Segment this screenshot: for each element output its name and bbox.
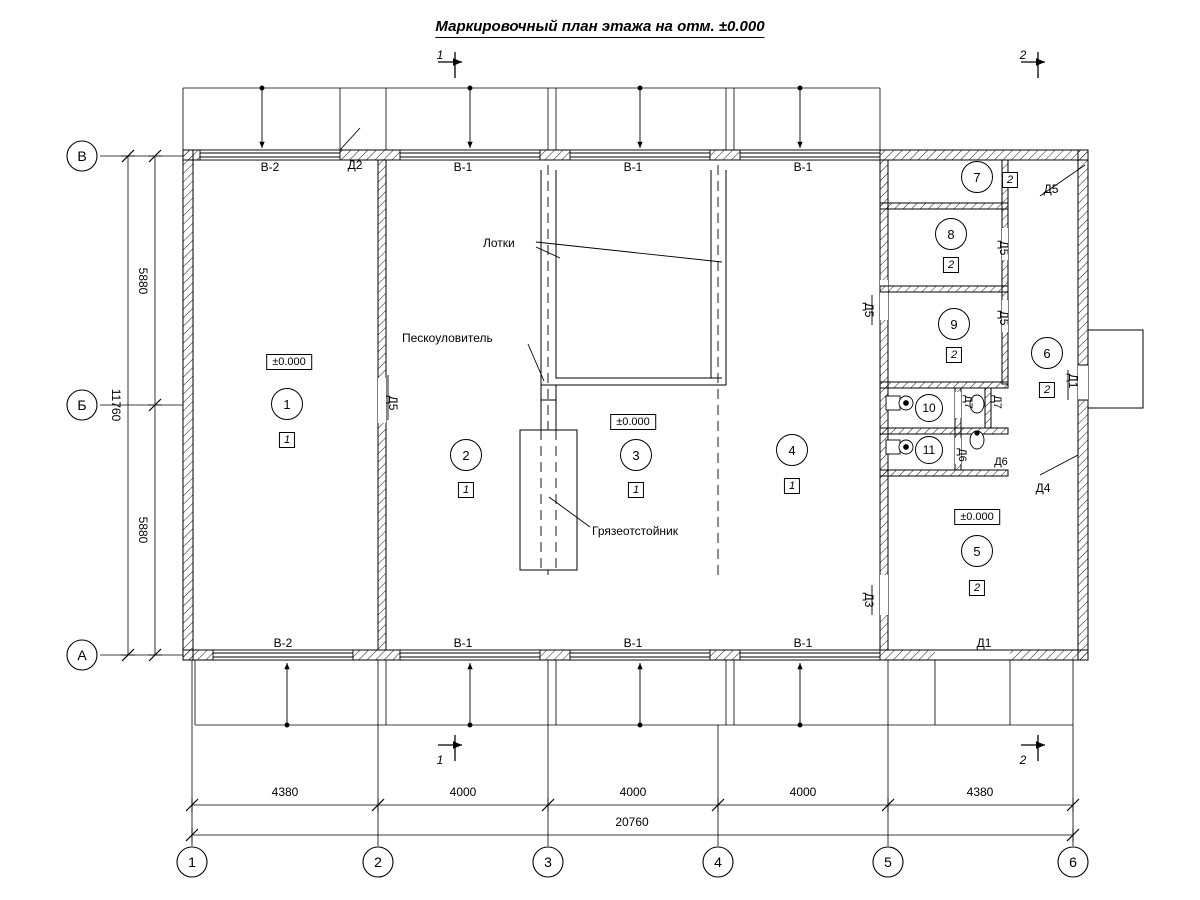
room-finish-tag-7: 2 [1002, 172, 1018, 186]
dimension-lines [121, 150, 1079, 842]
dimension-bottom-4: 4000 [789, 785, 817, 799]
door-label-d6-a: Д6 [956, 448, 968, 462]
level-mark-2: ±0.000 [610, 414, 656, 428]
dimension-bottom-1: 4380 [271, 785, 299, 799]
room-number-4: 4 [776, 434, 808, 466]
window-label-top-3: В-1 [623, 160, 643, 174]
window-label-bottom-2: В-1 [453, 636, 473, 650]
room-number-10: 10 [915, 394, 943, 422]
door-label-d5-c: Д5 [862, 302, 876, 318]
axis-grid [100, 156, 1073, 846]
axis-bubble-v-3: А [77, 647, 87, 663]
axis-bubble-h-6: 6 [1069, 854, 1077, 870]
annotation-lotki: Лотки [483, 236, 515, 250]
room-number-7: 7 [961, 161, 993, 193]
window-label-bottom-4: В-1 [793, 636, 813, 650]
section-mark-1-top: 1 [436, 48, 444, 62]
door-label-d2: Д2 [347, 158, 363, 172]
trench-outline [541, 170, 726, 430]
door-label-d5-d: Д5 [997, 310, 1011, 326]
room-finish-tag-9: 2 [946, 347, 962, 361]
dimension-overall-left: 11760 [109, 388, 123, 422]
room-finish-tag-2: 1 [458, 482, 474, 496]
axis-bubble-h-2: 2 [374, 854, 382, 870]
window-openings-top [200, 150, 880, 160]
dimension-left-2: 5880 [136, 516, 150, 544]
interior-walls [378, 160, 1008, 650]
room-number-2: 2 [450, 439, 482, 471]
dimension-bottom-3: 4000 [619, 785, 647, 799]
axis-bubble-h-4: 4 [714, 854, 722, 870]
level-mark-1: ±0.000 [266, 354, 312, 368]
window-label-top-2: В-1 [453, 160, 473, 174]
door-label-d1-a: Д1 [1066, 373, 1080, 389]
door-label-d7-a: Д7 [962, 395, 974, 409]
axis-bubble-h-3: 3 [544, 854, 552, 870]
door-label-d7-b: Д7 [991, 395, 1003, 409]
axis-bubble-h-5: 5 [884, 854, 892, 870]
dimension-left-1: 5880 [136, 267, 150, 295]
room-number-1: 1 [271, 388, 303, 420]
dimension-bottom-5: 4380 [966, 785, 994, 799]
door-label-d1-b: Д1 [976, 636, 992, 650]
window-label-bottom-1: В-2 [273, 636, 293, 650]
door-label-d5-a: Д5 [1043, 182, 1059, 196]
room-number-3: 3 [620, 439, 652, 471]
axis-bubble-v-1: В [77, 148, 87, 164]
door-label-d3: Д3 [862, 592, 876, 608]
room-number-9: 9 [938, 308, 970, 340]
dimension-bottom-2: 4000 [449, 785, 477, 799]
section-mark-2-top: 2 [1019, 48, 1027, 62]
room-number-8: 8 [935, 218, 967, 250]
annotation-sludge-trap: Грязеотстойник [592, 524, 678, 538]
room-number-5: 5 [961, 535, 993, 567]
level-mark-3: ±0.000 [954, 509, 1000, 523]
door-label-d4: Д4 [1035, 481, 1051, 495]
axis-bubble-h-1: 1 [188, 854, 196, 870]
room-finish-tag-6: 2 [1039, 382, 1055, 396]
room-number-6: 6 [1031, 337, 1063, 369]
room-finish-tag-4: 1 [784, 478, 800, 492]
window-label-top-1: В-2 [260, 160, 280, 174]
section-mark-2-bottom: 2 [1019, 753, 1027, 767]
window-arrows-top [183, 86, 880, 150]
room-finish-tag-8: 2 [943, 257, 959, 271]
room-finish-tag-5: 2 [969, 580, 985, 594]
room-number-11: 11 [915, 436, 943, 464]
sand-trap-box [520, 430, 577, 570]
room-finish-tag-3: 1 [628, 482, 644, 496]
annotation-sand-trap: Пескоуловитель [402, 331, 493, 345]
door-label-d5-b: Д5 [997, 240, 1011, 256]
section-mark-1-bottom: 1 [436, 753, 444, 767]
window-arrows-bottom [195, 660, 1073, 727]
window-label-top-4: В-1 [793, 160, 813, 174]
window-label-bottom-3: В-1 [623, 636, 643, 650]
door-label-d6-b: Д6 [994, 456, 1008, 468]
axis-bubble-v-2: Б [77, 397, 87, 413]
dimension-overall-bottom: 20760 [615, 815, 649, 829]
room-finish-tag-1: 1 [279, 432, 295, 446]
page-title: Маркировочный план этажа на отм. ±0.000 [435, 18, 764, 38]
door-label-d5-e: Д5 [386, 395, 400, 411]
